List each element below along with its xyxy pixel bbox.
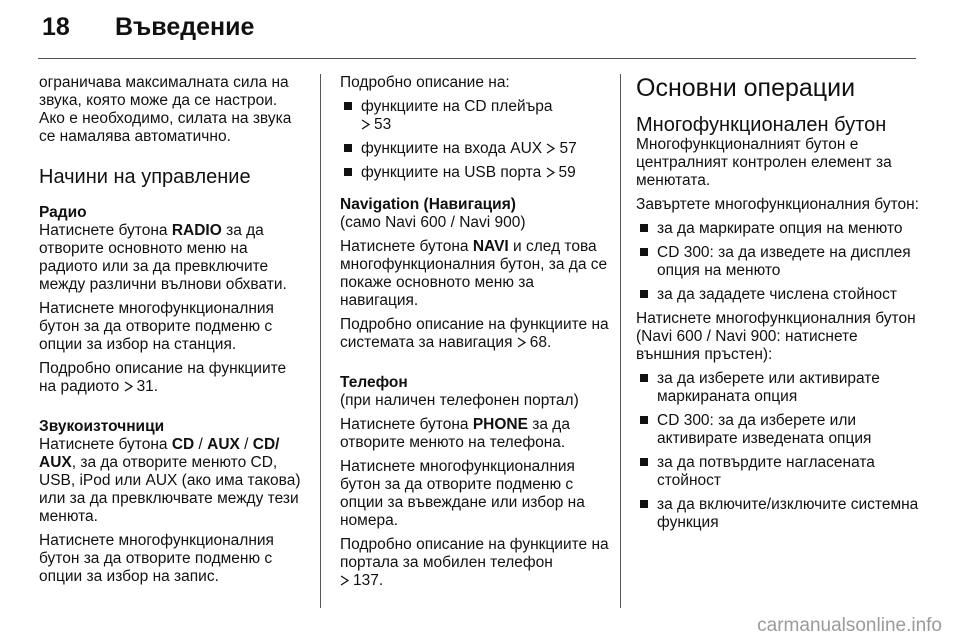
bullet-square-icon	[344, 168, 352, 176]
column-divider-1	[320, 74, 321, 608]
intro-paragraph: ограничава максималната сила на звука, която може да се настрои. Ако е необходимо, силата на звука се намалява автоматично.	[39, 74, 292, 145]
bullet-square-icon	[640, 224, 648, 232]
page-ref-arrow-icon	[361, 119, 370, 130]
sources-title: Звукоизточници	[39, 418, 165, 435]
sources-paragraph-1: Натиснете бутона CD / AUX / CD/ AUX, за да отворите менюто CD, USB, iPod или AUX (ако има такова) или за да превключвате между тези менюта.	[39, 436, 301, 525]
multifunction-paragraph-1: Многофункционалният бутон е централният контролен елемент за менютата.	[636, 136, 892, 189]
subheading-multifunction-button: Многофункционален бутон	[636, 114, 887, 136]
bullet-square-icon	[640, 374, 648, 382]
detail-list	[340, 98, 612, 182]
bullet-square-icon	[640, 416, 648, 424]
phone-paragraph-1: Натиснете бутона PHONE за да отворите менюто на телефона.	[340, 416, 570, 451]
list-item: функциите на USB порта 59	[340, 164, 612, 182]
bullet-square-icon	[640, 500, 648, 508]
navigation-paragraph-1: Натиснете бутона NAVI и след това многофункционалния бутон, за да се покаже основното меню за навигация.	[340, 238, 608, 309]
page-number: 18	[42, 13, 70, 41]
navigation-note: (само Navi 600 / Navi 900)	[340, 214, 526, 231]
multifunction-paragraph-2: Завъртете многофункционалния бутон:	[636, 196, 919, 213]
navigation-paragraph-2: Подробно описание на функциите на системата за навигация 68.	[340, 316, 609, 351]
press-actions-list	[636, 370, 921, 532]
list-item: за да потвърдите нагласената стойност	[636, 454, 921, 490]
phone-paragraph-2: Натиснете многофункционалния бутон за да отворите подменю с опции за въвеждане или избор на номера.	[340, 458, 585, 529]
phone-note: (при наличен телефонен портал)	[340, 392, 579, 409]
list-item: функциите на входа AUX 57	[340, 140, 612, 158]
bullet-square-icon	[640, 458, 648, 466]
navigation-title: Navigation (Навигация)	[340, 196, 516, 213]
list-item: функциите на CD плейъра 53	[340, 98, 612, 134]
detail-intro: Подробно описание на:	[340, 74, 510, 91]
column-2	[340, 74, 612, 596]
bullet-square-icon	[344, 102, 352, 110]
multifunction-paragraph-3: Натиснете многофункционалния бутон (Navi 600 / Navi 900: натиснете външния пръстен):	[636, 310, 916, 363]
page-ref-arrow-icon	[124, 381, 133, 392]
radio-button-name: RADIO	[171, 222, 222, 239]
radio-page-ref: 31.	[136, 378, 159, 395]
list-item: CD 300: за да изведете на дисплея опция на менюто	[636, 244, 921, 280]
column-1	[39, 74, 307, 592]
list-item: за да изберете или активирате маркираната опция	[636, 370, 921, 406]
list-item: за да зададете числена стойност	[636, 286, 921, 304]
page-ref-arrow-icon	[546, 167, 555, 178]
page-ref-arrow-icon	[517, 337, 526, 348]
radio-paragraph-3: Подробно описание на функциите на радиото 31.	[39, 360, 287, 395]
list-item: CD 300: за да изберете или активирате изведената опция	[636, 412, 921, 448]
bullet-square-icon	[640, 248, 648, 256]
watermark: carmanualsonline.info	[757, 615, 942, 636]
header-divider	[38, 58, 916, 59]
radio-paragraph-1: Натиснете бутона RADIO за да отворите основното меню на радиото или за да превключите между различни вълнови обхвати.	[39, 222, 287, 293]
column-divider-2	[620, 74, 621, 608]
list-item: за да маркирате опция на менюто	[636, 220, 921, 238]
sources-paragraph-2: Натиснете многофункционалния бутон за да отворите подменю с опции за избор на запис.	[39, 532, 274, 585]
bullet-square-icon	[344, 144, 352, 152]
page-title: Въведение	[115, 13, 255, 41]
radio-title: Радио	[39, 204, 87, 221]
phone-title: Телефон	[340, 374, 408, 391]
rotate-actions-list	[636, 220, 921, 304]
section-heading-controls: Начини на управление	[39, 166, 251, 188]
list-item: за да включите/изключите системна функция	[636, 496, 921, 532]
column-3	[636, 74, 921, 538]
section-heading-basic-operations: Основни операции	[636, 74, 856, 102]
page-ref-arrow-icon	[340, 575, 349, 586]
page-ref-arrow-icon	[546, 143, 555, 154]
bullet-square-icon	[640, 290, 648, 298]
radio-paragraph-2: Натиснете многофункционалния бутон за да отворите подменю с опции за избор на станция.	[39, 300, 274, 353]
phone-paragraph-3: Подробно описание на функциите на портала за мобилен телефон 137.	[340, 536, 609, 589]
